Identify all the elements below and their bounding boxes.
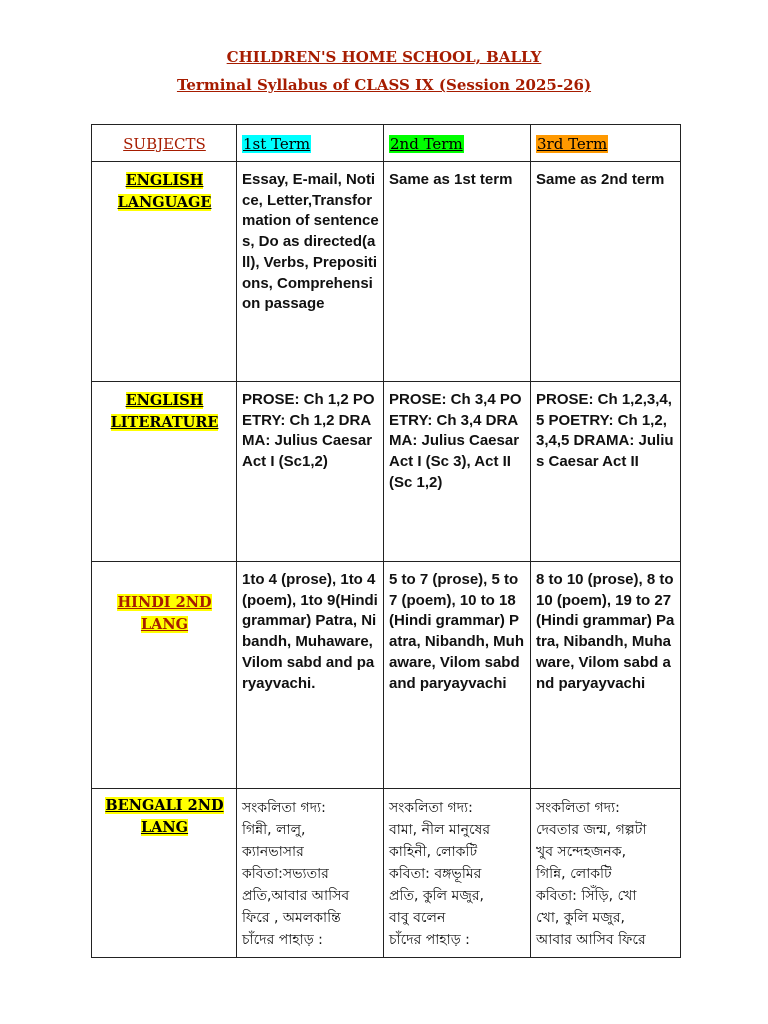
subject-label: LANG	[140, 616, 189, 633]
term-3-cell: 8 to 10 (prose), 8 to 10 (poem), 19 to 27 (Hindi grammar) Patra, Nibandh, Muhaware, Vilom sabd and paryayvachi	[531, 562, 681, 789]
term-2-cell	[384, 789, 531, 958]
syllabus-line: আবার আসিব ফিরে	[536, 932, 646, 948]
syllabus-line: ফিরে , অমলকান্তি	[242, 910, 341, 926]
subject-label: LITERATURE	[110, 414, 219, 431]
syllabus-line: বামা, নীল মানুষের	[389, 822, 491, 838]
syllabus-line: কাহিনী, লোকটি	[389, 844, 478, 860]
syllabus-line: খুব সন্দেহজনক,	[536, 844, 627, 860]
subject-label: ENGLISH	[125, 172, 204, 189]
syllabus-line: চাঁদের পাহাড় :	[389, 932, 470, 948]
syllabus-line: চাঁদের পাহাড় :	[242, 932, 323, 948]
column-header-term-3: 3rd Term	[531, 125, 681, 162]
syllabus-line: ক্যানভাসার	[242, 844, 304, 860]
syllabus-line: সংকলিতা গদ্য:	[389, 800, 473, 816]
table-row	[92, 382, 681, 562]
term-1-cell: 1to 4 (prose), 1to 4 (poem), 1to 9(Hindi grammar) Patra, Nibandh, Muhaware, Vilom sabd and paryayvachi.	[237, 562, 384, 789]
term-3-cell: PROSE: Ch 1,2,3,4,5 POETRY: Ch 1,2,3,4,5 DRAMA: Julius Caesar Act II	[531, 382, 681, 562]
subject-cell	[92, 382, 237, 562]
syllabus-line: দেবতার জন্ম, গল্পটা	[536, 822, 647, 838]
subject-label: HINDI 2ND	[117, 594, 212, 611]
syllabus-line: সংকলিতা গদ্য:	[536, 800, 620, 816]
term-2-cell: 5 to 7 (prose), 5 to 7 (poem), 10 to 18 (Hindi grammar) Patra, Nibandh, Muhaware, Vilom sabd and paryayvachi	[384, 562, 531, 789]
column-header-term-2: 2nd Term	[384, 125, 531, 162]
syllabus-line: গিন্নী, লালু,	[242, 822, 306, 838]
term-2-cell: Same as 1st term	[384, 162, 531, 382]
subject-label: BENGALI 2ND	[105, 797, 224, 814]
term-3-cell	[531, 789, 681, 958]
syllabus-subtitle: Terminal Syllabus of CLASS IX (Session 2025-26)	[176, 76, 592, 94]
subject-label: LANG	[140, 819, 189, 836]
syllabus-line: গিন্নি, লোকটি	[536, 866, 612, 882]
term-1-cell	[237, 789, 384, 958]
syllabus-line: কবিতা: সিঁড়ি, খো	[536, 888, 637, 904]
subject-label: LANGUAGE	[117, 194, 212, 211]
subject-cell	[92, 562, 237, 789]
syllabus-line: কবিতা: বঙ্গভূমির	[389, 866, 482, 882]
table-row	[92, 562, 681, 789]
subject-label: ENGLISH	[125, 392, 204, 409]
syllabus-line: খো, কুলি মজুর,	[536, 910, 625, 926]
term-1-cell: Essay, E-mail, Notice, Letter,Transformation of sentences, Do as directed(all), Verbs, Prepositions, Comprehension passage	[237, 162, 384, 382]
syllabus-line: প্রতি, কুলি মজুর,	[389, 888, 484, 904]
syllabus-table	[91, 124, 681, 958]
syllabus-line: কবিতা:সভ্যতার	[242, 866, 329, 882]
subject-cell	[92, 162, 237, 382]
school-name: CHILDREN'S HOME SCHOOL, BALLY	[226, 48, 542, 66]
term-3-cell: Same as 2nd term	[531, 162, 681, 382]
syllabus-line: প্রতি,আবার আসিব	[242, 888, 350, 904]
table-row	[92, 789, 681, 958]
term-1-cell: PROSE: Ch 1,2 POETRY: Ch 1,2 DRAMA: Julius Caesar Act I (Sc1,2)	[237, 382, 384, 562]
syllabus-line: বাবু বলেন	[389, 910, 446, 926]
column-header-term-1: 1st Term	[237, 125, 384, 162]
syllabus-line: সংকলিতা গদ্য:	[242, 800, 326, 816]
column-header-subjects: SUBJECTS	[92, 125, 237, 162]
table-row	[92, 162, 681, 382]
term-2-cell: PROSE: Ch 3,4 POETRY: Ch 3,4 DRAMA: Julius Caesar Act I (Sc 3), Act II (Sc 1,2)	[384, 382, 531, 562]
subject-cell	[92, 789, 237, 958]
header-row	[92, 125, 681, 162]
